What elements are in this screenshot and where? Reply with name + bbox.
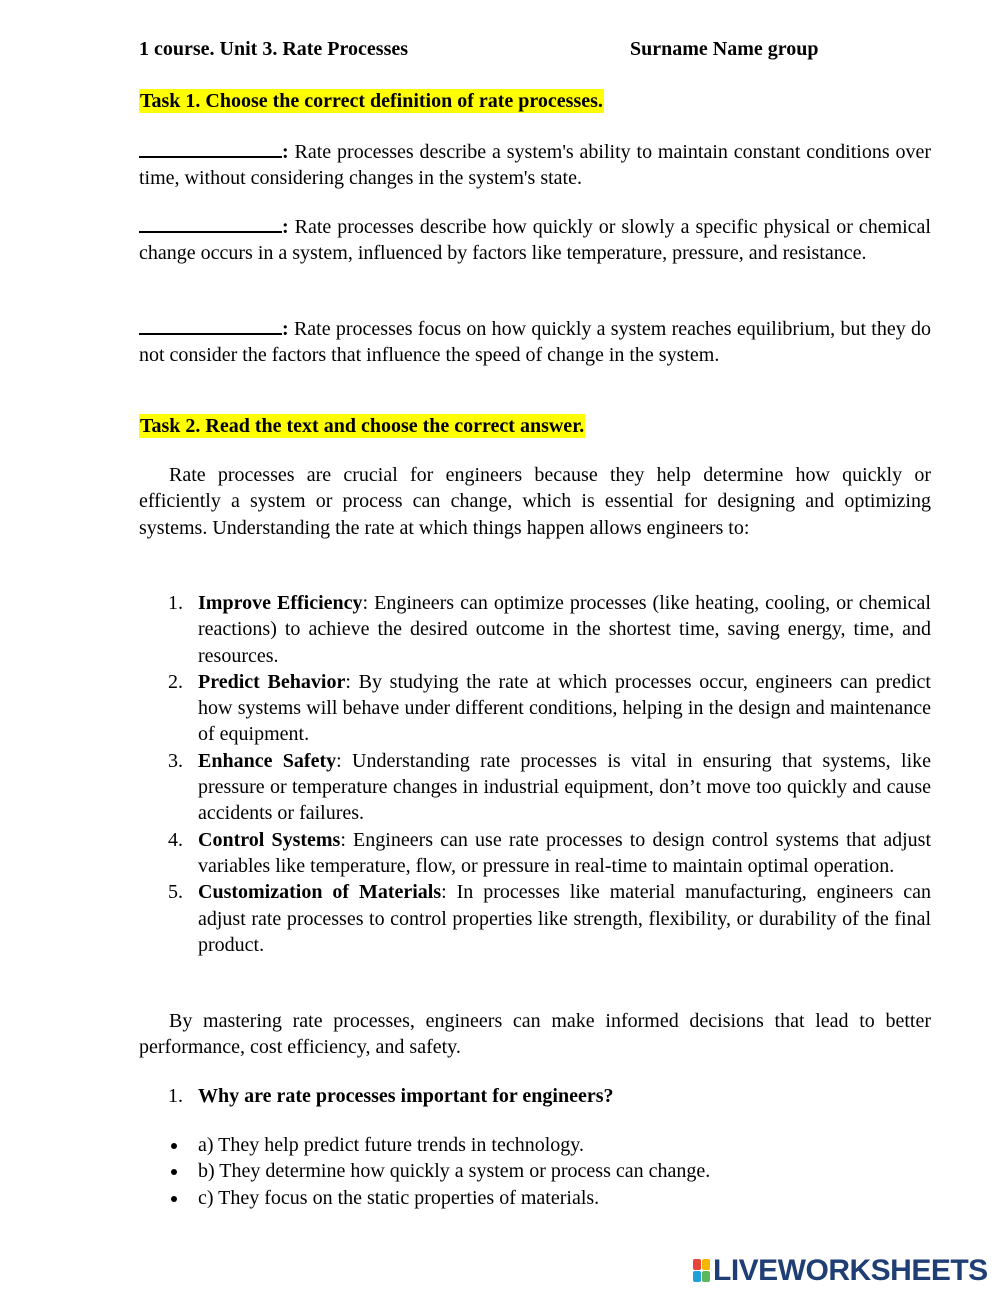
list-item: 5. Customization of Materials: In processes like material manufacturing, engineers can adjust rate processes to control properties like strength, flexibility, or durability of the final product. (168, 881, 932, 956)
answer-blank-3[interactable] (139, 315, 282, 335)
page-header (139, 37, 931, 61)
answer-blank-1[interactable] (139, 138, 282, 158)
bullet-icon (171, 1169, 177, 1175)
definition-2: : Rate processes describe how quickly or slowly a specific physical or chemical change occurs in a system, influenced by factors like temperature, pressure, and resistance. (139, 213, 931, 267)
definition-1: : Rate processes describe a system's ability to maintain constant conditions over time, without considering changes in the system's state. (139, 138, 931, 192)
student-info-label: Surname Name group (630, 38, 819, 60)
liveworksheets-logo-icon (693, 1259, 711, 1283)
answer-option-c[interactable]: c) They focus on the static properties of materials. (139, 1185, 931, 1211)
answer-option-a[interactable]: a) They help predict future trends in technology. (139, 1132, 931, 1158)
bullet-icon (171, 1143, 177, 1149)
definition-3: : Rate processes focus on how quickly a system reaches equilibrium, but they do not consider the factors that influence the speed of change in the system. (139, 315, 931, 369)
engineer-benefits-list (139, 590, 931, 958)
question-1 (139, 1083, 613, 1109)
bullet-icon (171, 1196, 177, 1202)
task2-intro: Rate processes are crucial for engineers because they help determine how quickly or efficiently a system or process can change, which is essential for designing and optimizing systems. Understanding the rate at which things happen allows engineers to: (139, 464, 931, 539)
question-number: 1. (168, 1085, 183, 1107)
task2-title: Task 2. Read the text and choose the correct answer. (140, 415, 585, 437)
task1-title: Task 1. Choose the correct definition of rate processes. (140, 90, 603, 112)
definition-2-text: Rate processes describe how quickly or slowly a specific physical or chemical change occurs in a system, influenced by factors like temperature, pressure, and resistance. (139, 216, 931, 265)
task2-conclusion: By mastering rate processes, engineers can make informed decisions that lead to better performance, cost efficiency, and safety. (139, 1010, 931, 1059)
list-item: 1. Improve Efficiency: Engineers can optimize processes (like heating, cooling, or chemical reactions) to achieve the desired outcome in the shortest time, saving energy, time, and resources. (168, 592, 931, 667)
definition-1-text: Rate processes describe a system's ability to maintain constant conditions over time, without considering changes in the system's state. (139, 141, 931, 190)
course-title: 1 course. Unit 3. Rate Processes (139, 38, 409, 60)
list-item: 2. Predict Behavior: By studying the rate at which processes occur, engineers can predict how systems will behave under different conditions, helping in the design and maintenance of equipment. (168, 670, 931, 746)
liveworksheets-logo (693, 1256, 988, 1286)
logo-text: LIVEWORKSHEETS (713, 1254, 988, 1287)
answer-blank-2[interactable] (139, 213, 282, 233)
list-item: 3. Enhance Safety: Understanding rate processes is vital in ensuring that systems, like pressure or temperature changes in industrial equipment, don’t move too quickly and cause accidents or failures. (168, 749, 931, 825)
answer-options (139, 1132, 931, 1211)
definition-3-text: Rate processes focus on how quickly a system reaches equilibrium, but they do not consider the factors that influence the speed of change in the system. (139, 318, 931, 367)
list-item: 4. Control Systems: Engineers can use rate processes to design control systems that adjust variables like temperature, flow, or pressure in real-time to maintain optimal operation. (168, 828, 931, 877)
question-text: Why are rate processes important for engineers? (198, 1085, 614, 1107)
answer-option-b[interactable]: b) They determine how quickly a system or process can change. (139, 1158, 931, 1184)
